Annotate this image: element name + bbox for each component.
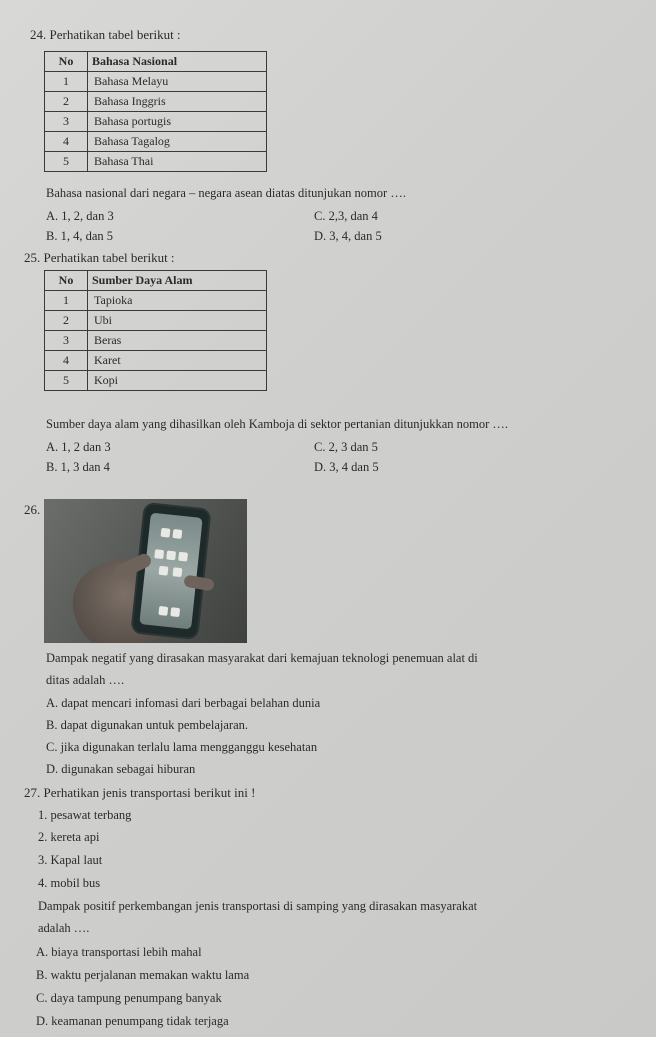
q27-title: 27. Perhatikan jenis transportasi berikut ini !	[24, 785, 256, 800]
app-icon	[161, 528, 171, 538]
table-row	[45, 132, 267, 152]
q25-option-a[interactable]: A. 1, 2 dan 3	[46, 440, 111, 454]
smartphone-photo	[44, 499, 247, 643]
q27-list-item: 2. kereta api	[38, 830, 100, 844]
app-icon	[159, 566, 169, 576]
table-cell-value: Bahasa portugis	[88, 112, 267, 132]
phone-screen	[139, 513, 202, 630]
table-row	[45, 331, 267, 351]
table-cell-value: Ubi	[88, 311, 267, 331]
q27-stem-line1: Dampak positif perkembangan jenis transportasi di samping yang dirasakan masyarakat	[38, 899, 478, 913]
q24-option-d[interactable]: D. 3, 4, dan 5	[314, 229, 382, 243]
q27-option-c[interactable]: C. daya tampung penumpang banyak	[36, 991, 222, 1005]
table-cell-value: Bahasa Melayu	[88, 72, 267, 92]
table-cell-no: 5	[45, 152, 88, 172]
q25-option-c[interactable]: C. 2, 3 dan 5	[314, 440, 378, 454]
app-icon	[170, 607, 180, 617]
table-header-row	[45, 271, 267, 291]
table-cell-value: Tapioka	[88, 291, 267, 311]
q24-option-a[interactable]: A. 1, 2, dan 3	[46, 209, 114, 223]
q27-stem-line2: adalah ….	[38, 921, 90, 935]
q25-table	[44, 270, 267, 391]
table-cell-value: Karet	[88, 351, 267, 371]
table-row	[45, 112, 267, 132]
q25-option-d[interactable]: D. 3, 4 dan 5	[314, 460, 379, 474]
app-icon	[172, 529, 182, 539]
table-cell-no: 3	[45, 112, 88, 132]
q26-option-c[interactable]: C. jika digunakan terlalu lama mengganggu kesehatan	[46, 740, 318, 754]
q26-option-b[interactable]: B. dapat digunakan untuk pembelajaran.	[46, 718, 249, 732]
q24-title: 24. Perhatikan tabel berikut :	[30, 27, 181, 42]
q27-list-item: 3. Kapal laut	[38, 853, 103, 867]
app-icon	[178, 552, 188, 562]
phone-shape	[132, 504, 209, 638]
q26-number: 26.	[24, 502, 41, 517]
table-cell-value: Beras	[88, 331, 267, 351]
table-cell-value: Bahasa Tagalog	[88, 132, 267, 152]
q25-title: 25. Perhatikan tabel berikut :	[24, 250, 175, 265]
q26-stem-line2: ditas adalah ….	[46, 673, 125, 687]
table-cell-no: 2	[45, 311, 88, 331]
q24-table	[44, 51, 267, 172]
q26-stem-line1: Dampak negatif yang dirasakan masyarakat dari kemajuan teknologi penemuan alat di	[46, 651, 478, 665]
q25-stem: Sumber daya alam yang dihasilkan oleh Kamboja di sektor pertanian ditunjukkan nomor ….	[46, 417, 509, 431]
table-cell-no: 1	[45, 291, 88, 311]
q27-option-d[interactable]: D. keamanan penumpang tidak terjaga	[36, 1014, 229, 1028]
table-row	[45, 92, 267, 112]
table-cell-value: Bahasa Inggris	[88, 92, 267, 112]
table-header-value: Bahasa Nasional	[88, 52, 267, 72]
table-row	[45, 311, 267, 331]
table-cell-no: 3	[45, 331, 88, 351]
table-row	[45, 72, 267, 92]
table-row	[45, 351, 267, 371]
table-header-no: No	[45, 52, 88, 72]
table-cell-no: 4	[45, 132, 88, 152]
q27-list-item: 1. pesawat terbang	[38, 808, 132, 822]
q27-list-item: 4. mobil bus	[38, 876, 101, 890]
table-row	[45, 152, 267, 172]
q24-option-b[interactable]: B. 1, 4, dan 5	[46, 229, 114, 243]
table-cell-value: Kopi	[88, 371, 267, 391]
table-header-row	[45, 52, 267, 72]
table-cell-no: 4	[45, 351, 88, 371]
table-row	[45, 371, 267, 391]
q25-option-b[interactable]: B. 1, 3 dan 4	[46, 460, 110, 474]
app-icon	[166, 550, 176, 560]
q26-option-a[interactable]: A. dapat mencari infomasi dari berbagai belahan dunia	[46, 696, 321, 710]
q27-option-b[interactable]: B. waktu perjalanan memakan waktu lama	[36, 968, 250, 982]
app-icon	[158, 606, 168, 616]
table-cell-no: 2	[45, 92, 88, 112]
table-row	[45, 291, 267, 311]
app-icon	[154, 549, 164, 559]
table-cell-no: 1	[45, 72, 88, 92]
table-header-no: No	[45, 271, 88, 291]
q24-stem: Bahasa nasional dari negara – negara asean diatas ditunjukan nomor ….	[46, 186, 406, 200]
table-cell-no: 5	[45, 371, 88, 391]
q27-option-a[interactable]: A. biaya transportasi lebih mahal	[36, 945, 202, 959]
q24-option-c[interactable]: C. 2,3, dan 4	[314, 209, 378, 223]
table-cell-value: Bahasa Thai	[88, 152, 267, 172]
app-icon	[172, 567, 182, 577]
table-header-value: Sumber Daya Alam	[88, 271, 267, 291]
q26-option-d[interactable]: D. digunakan sebagai hiburan	[46, 762, 196, 776]
